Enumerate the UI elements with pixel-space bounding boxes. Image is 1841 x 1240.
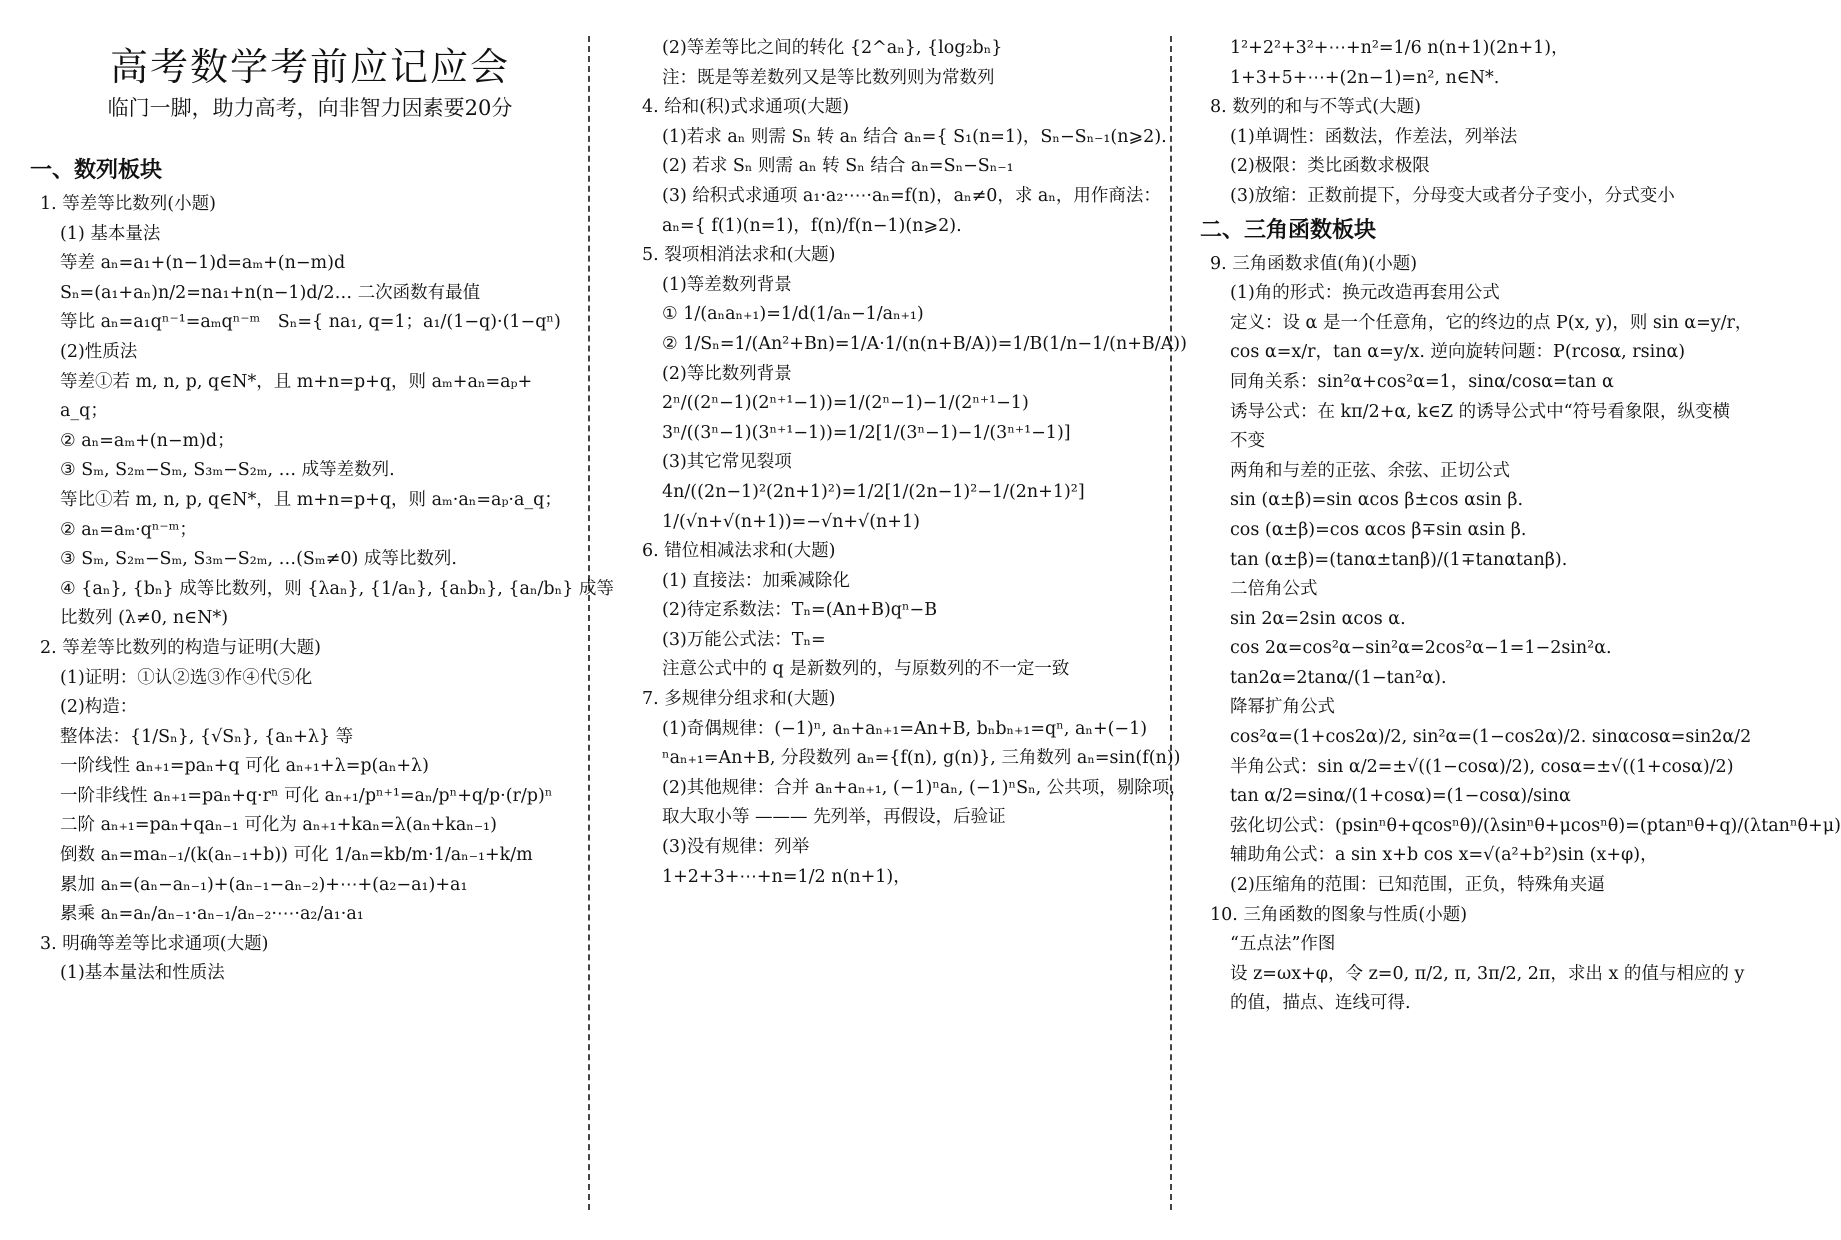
left-line: 比数列 (λ≠0, n∈N*) [60, 608, 229, 629]
column-right [1200, 34, 1841, 1019]
left-line: (1)基本量法和性质法 [60, 963, 225, 984]
left-line: 等差 aₙ=a₁+(n−1)d=aₘ+(n−m)d [60, 253, 346, 274]
right-line: tan2α=2tanα/(1−tan²α). [1230, 667, 1447, 688]
middle-line: (3)没有规律：列举 [662, 837, 810, 858]
middle-line: 3ⁿ/((3ⁿ−1)(3ⁿ⁺¹−1))=1/2[1/(3ⁿ−1)−1/(3ⁿ⁺¹−1)] [662, 422, 1071, 443]
left-line: Sₙ=(a₁+aₙ)n/2=na₁+n(n−1)d/2… 二次函数有最值 [60, 282, 481, 303]
column-right-content [1200, 34, 1841, 1019]
right-topic-heading: 8. 数列的和与不等式(大题) [1210, 97, 1421, 118]
left-line: 累乘 aₙ=aₙ/aₙ₋₁·aₙ₋₁/aₙ₋₂·⋯·a₂/a₁·a₁ [60, 904, 364, 925]
left-line: (1) 基本量法 [60, 223, 161, 244]
right-line: cos (α±β)=cos αcos β∓sin αsin β. [1230, 519, 1527, 540]
middle-line: (1)奇偶规律：(−1)ⁿ, aₙ+aₙ₊₁=An+B, bₙbₙ₊₁=qⁿ, aₙ+(−1) [662, 718, 1148, 739]
left-line: a_q； [60, 401, 108, 422]
left-topic-heading: 3. 明确等差等比求通项(大题) [40, 933, 269, 954]
right-line: (3)放缩：正数前提下，分母变大或者分子变小，分式变小 [1230, 185, 1675, 206]
left-line: (2)构造： [60, 697, 138, 718]
middle-line: (2)等比数列背景 [662, 363, 792, 384]
left-line: (2)性质法 [60, 341, 138, 362]
right-line: 不变 [1230, 431, 1265, 452]
right-line: (2)极限：类比函数求极限 [1230, 156, 1430, 177]
right-line: (1)角的形式：换元改造再套用公式 [1230, 283, 1500, 304]
middle-line: ① 1/(aₙaₙ₊₁)=1/d(1/aₙ−1/aₙ₊₁) [662, 304, 924, 325]
middle-line: (2)等差等比之间的转化 {2^aₙ}, {log₂bₙ} [662, 38, 1003, 58]
middle-line: (2)待定系数法：Tₙ=(An+B)qⁿ−B [662, 600, 938, 621]
middle-line: 注：既是等差数列又是等比数列则为常数列 [662, 67, 995, 88]
middle-line: (1)若求 aₙ 则需 Sₙ 转 aₙ 结合 aₙ={ S₁(n=1)，Sₙ−Sₙ₋₁(n⩾2). [662, 126, 1167, 147]
right-line: sin (α±β)=sin αcos β±cos αsin β. [1230, 490, 1524, 511]
middle-line: ⁿaₙ₊₁=An+B, 分段数列 aₙ={f(n), g(n)}, 三角数列 aₙ=sin(f(n)) [662, 748, 1181, 769]
middle-line: 取大取小等 ——— 先列举，再假设，后验证 [662, 807, 1006, 828]
middle-line: (3) 给积式求通项 a₁·a₂·⋯·aₙ=f(n)，aₙ≠0，求 aₙ，用作商法： [662, 185, 1161, 206]
right-line: 同角关系：sin²α+cos²α=1，sinα/cosα=tan α [1230, 371, 1614, 392]
left-line: 等比①若 m, n, p, q∈N*，且 m+n=p+q，则 aₘ·aₙ=aₚ·a_q； [60, 489, 562, 510]
middle-line: 2ⁿ/((2ⁿ−1)(2ⁿ⁺¹−1))=1/(2ⁿ−1)−1/(2ⁿ⁺¹−1) [662, 393, 1029, 414]
right-line: 的值，描点、连线可得. [1230, 993, 1411, 1014]
middle-line: (3)万能公式法：Tₙ= [662, 629, 826, 650]
left-line: ② aₙ=aₘ+(n−m)d； [60, 430, 235, 451]
middle-line: 1/(√n+√(n+1))=−√n+√(n+1) [662, 511, 920, 532]
middle-line: 注意公式中的 q 是新数列的，与原数列的不一定一致 [662, 659, 1070, 680]
middle-line: (1)等差数列背景 [662, 274, 792, 295]
column-left [30, 34, 614, 989]
column-middle [632, 34, 1187, 892]
right-line: (1)单调性：函数法，作差法，列举法 [1230, 126, 1518, 147]
middle-line: 1+2+3+⋯+n=1/2 n(n+1)， [662, 866, 911, 887]
right-line: 半角公式：sin α/2=±√((1−cosα)/2), cosα=±√((1+cosα)/2) [1230, 756, 1734, 777]
page-subtitle: 临门一脚，助力高考，向非智力因素要20分 [107, 96, 513, 120]
left-line: 二阶 aₙ₊₁=paₙ+qaₙ₋₁ 可化为 aₙ₊₁+kaₙ=λ(aₙ+kaₙ₋₁) [60, 815, 497, 836]
left-line: 一阶非线性 aₙ₊₁=paₙ+q·rⁿ 可化 aₙ₊₁/pⁿ⁺¹=aₙ/pⁿ+q/p·(r/p)ⁿ [60, 785, 553, 806]
right-line: 降幂扩角公式 [1230, 697, 1335, 718]
column-divider-left [588, 36, 590, 1210]
left-line: 累加 aₙ=(aₙ−aₙ₋₁)+(aₙ₋₁−aₙ₋₂)+⋯+(a₂−a₁)+a₁ [60, 874, 468, 895]
right-line: 1²+2²+3²+⋯+n²=1/6 n(n+1)(2n+1)， [1230, 38, 1569, 58]
right-topic-heading: 9. 三角函数求值(角)(小题) [1210, 253, 1418, 274]
left-line: ② aₙ=aₘ·qⁿ⁻ᵐ； [60, 519, 197, 540]
middle-line: (3)其它常见裂项 [662, 452, 792, 473]
left-line: ③ Sₘ, S₂ₘ−Sₘ, S₃ₘ−S₂ₘ, … 成等差数列. [60, 460, 395, 481]
middle-line: (2)其他规律：合并 aₙ+aₙ₊₁, (−1)ⁿaₙ, (−1)ⁿSₙ, 公共项，剔除项， [662, 777, 1187, 798]
right-line: 两角和与差的正弦、余弦、正切公式 [1230, 460, 1510, 481]
left-line: 等差①若 m, n, p, q∈N*，且 m+n=p+q，则 aₘ+aₙ=aₚ+ [60, 371, 533, 392]
right-line: cos 2α=cos²α−sin²α=2cos²α−1=1−2sin²α. [1230, 638, 1612, 659]
right-line: 定义：设 α 是一个任意角，它的终边的点 P(x, y)，则 sin α=y/r， [1230, 312, 1753, 333]
left-line: ④ {aₙ}, {bₙ} 成等比数列，则 {λaₙ}, {1/aₙ}, {aₙbₙ}, {aₙ/bₙ} 成等 [60, 578, 614, 599]
middle-topic-heading: 6. 错位相减法求和(大题) [642, 541, 836, 562]
middle-line: 4n/((2n−1)²(2n+1)²)=1/2[1/(2n−1)²−1/(2n+1)²] [662, 481, 1085, 502]
right-topic-heading: 10. 三角函数的图象与性质(小题) [1210, 904, 1468, 925]
right-line: 设 z=ωx+φ，令 z=0, π/2, π, 3π/2, 2π，求出 x 的值与相应的 y [1230, 963, 1745, 984]
page-title: 高考数学考前应记应会 [109, 45, 510, 89]
left-line: ③ Sₘ, S₂ₘ−Sₘ, S₃ₘ−S₂ₘ, …(Sₘ≠0) 成等比数列. [60, 549, 457, 570]
right-line: 弦化切公式：(psinⁿθ+qcosⁿθ)/(λsinⁿθ+μcosⁿθ)=(ptanⁿθ+q)/(λtanⁿθ+μ) [1230, 815, 1841, 836]
right-line: 二倍角公式 [1230, 579, 1318, 600]
left-line: (1)证明：①认②选③作④代⑤化 [60, 667, 313, 688]
right-line: cos α=x/r，tan α=y/x. 逆向旋转问题：P(rcosα, rsinα) [1230, 342, 1686, 363]
middle-topic-heading: 5. 裂项相消法求和(大题) [642, 245, 836, 266]
left-line: 倒数 aₙ=maₙ₋₁/(k(aₙ₋₁+b)) 可化 1/aₙ=kb/m·1/aₙ₋₁+k/m [60, 845, 533, 866]
column-middle-content [632, 34, 1187, 892]
middle-topic-heading: 7. 多规律分组求和(大题) [642, 689, 836, 710]
middle-line: aₙ={ f(1)(n=1)，f(n)/f(n−1)(n⩾2). [662, 215, 962, 236]
right-line: (2)压缩角的范围：已知范围，正负，特殊角夹逼 [1230, 875, 1605, 896]
left-topic-heading: 1. 等差等比数列(小题) [40, 194, 216, 214]
column-left-content [30, 152, 614, 989]
left-line: 等比 aₙ=a₁qⁿ⁻¹=aₘqⁿ⁻ᵐ Sₙ={ na₁, q=1；a₁/(1−q)·(1−qⁿ) [60, 312, 561, 333]
right-line: 诱导公式：在 kπ/2+α, k∈Z 的诱导公式中“符号看象限，纵变横 [1230, 401, 1731, 422]
middle-topic-heading: 4. 给和(积)式求通项(大题) [642, 97, 850, 118]
right-line: tan (α±β)=(tanα±tanβ)/(1∓tanαtanβ). [1230, 549, 1568, 570]
right-line: 1+3+5+⋯+(2n−1)=n², n∈N*. [1230, 67, 1500, 88]
right-line: tan α/2=sinα/(1+cosα)=(1−cosα)/sinα [1230, 786, 1571, 807]
left-line: 一阶线性 aₙ₊₁=paₙ+q 可化 aₙ₊₁+λ=p(aₙ+λ) [60, 756, 429, 777]
right-line: cos²α=(1+cos2α)/2, sin²α=(1−cos2α)/2. sinαcosα=sin2α/2 [1230, 727, 1752, 748]
right-line: “五点法”作图 [1230, 934, 1336, 955]
middle-line: ② 1/Sₙ=1/(An²+Bn)=1/A·1/(n(n+B/A))=1/B(1/n−1/(n+B/A)) [662, 333, 1187, 354]
left-line: 整体法：{1/Sₙ}, {√Sₙ}, {aₙ+λ} 等 [60, 726, 354, 747]
left-topic-heading: 2. 等差等比数列的构造与证明(大题) [40, 637, 321, 658]
right-line: sin 2α=2sin αcos α. [1230, 608, 1406, 629]
right-line: 辅助角公式：a sin x+b cos x=√(a²+b²)sin (x+φ)， [1230, 845, 1658, 866]
left-section-heading: 一、数列板块 [30, 158, 163, 183]
middle-line: (1) 直接法：加乘减除化 [662, 570, 850, 591]
middle-line: (2) 若求 Sₙ 则需 aₙ 转 Sₙ 结合 aₙ=Sₙ−Sₙ₋₁ [662, 156, 1014, 177]
right-section-heading: 二、三角函数板块 [1200, 217, 1377, 243]
